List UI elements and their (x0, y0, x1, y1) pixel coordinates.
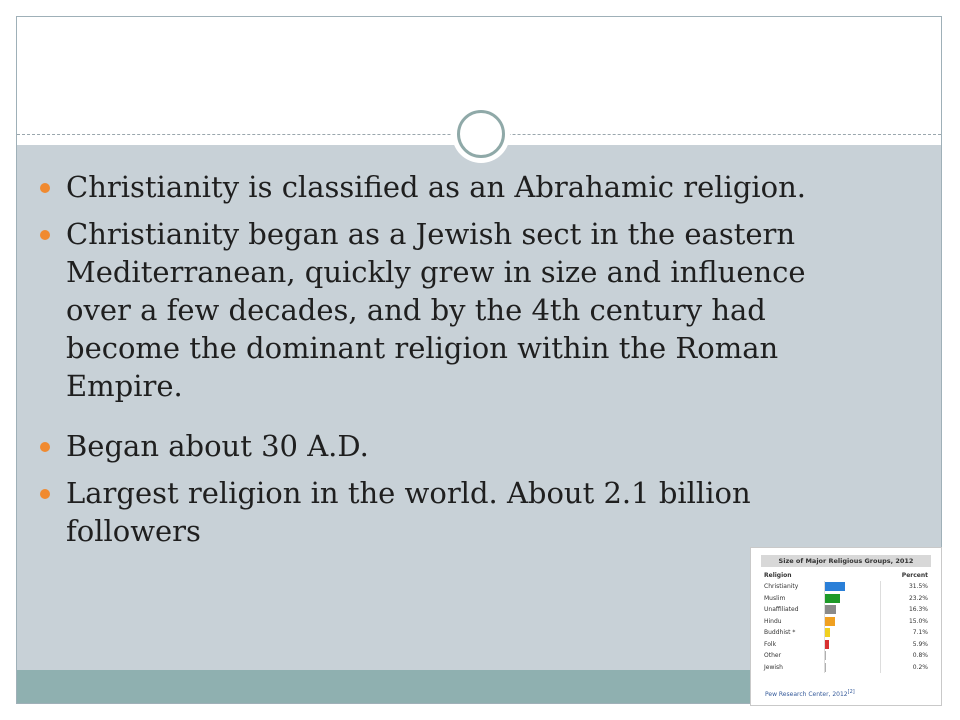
bullet-item (40, 168, 860, 206)
bullet-dot-icon (40, 442, 50, 452)
religion-name: Other (764, 652, 782, 660)
percent-value: 31.5% (881, 581, 931, 593)
percent-bar (825, 605, 835, 614)
bar-cell (825, 650, 881, 662)
percent-bar (825, 582, 845, 591)
source-ref: [2] (847, 689, 855, 695)
percent-value: 15.0% (881, 616, 931, 628)
percent-value: 5.9% (881, 639, 931, 651)
bar-cell (825, 604, 881, 616)
religion-name: Buddhist * (764, 629, 796, 637)
bar-cell (825, 581, 881, 593)
bullet-dot-icon (40, 489, 50, 499)
bullet-text: Christianity began as a Jewish sect in the eastern Mediterranean, quickly grew in size and influence over a few decades, and by the 4th century had become the dominant religion within the Roman Empire. (66, 217, 806, 403)
religion-name: Christianity (764, 583, 799, 591)
religious-groups-table-image (750, 547, 942, 706)
bullet-dot-icon (40, 183, 50, 193)
bar-cell (825, 662, 881, 674)
bullet-list (40, 168, 860, 559)
percent-bar (825, 628, 830, 637)
bullet-text: Largest religion in the world. About 2.1 billion followers (66, 476, 751, 548)
religion-name: Muslim (764, 594, 786, 602)
col-percent: Percent (901, 572, 928, 579)
bullet-text: Christianity is classified as an Abrahamic religion. (66, 170, 807, 204)
table-row (761, 627, 931, 639)
bullet-text: Began about 30 A.D. (66, 429, 369, 463)
inset-table (761, 570, 931, 673)
religion-name: Folk (764, 640, 777, 648)
bar-cell (825, 639, 881, 651)
table-row (761, 581, 931, 593)
bullet-item (40, 427, 860, 465)
percent-value: 7.1% (881, 627, 931, 639)
percent-value: 23.2% (881, 593, 931, 605)
percent-bar (825, 663, 826, 672)
percent-bar (825, 617, 835, 626)
col-bar (825, 570, 881, 581)
percent-bar (825, 594, 840, 603)
table-row (761, 593, 931, 605)
religion-name: Hindu (764, 617, 782, 625)
inset-title: Size of Major Religious Groups, 2012 (761, 555, 931, 567)
religion-name: Unaffiliated (764, 606, 799, 614)
bar-cell (825, 593, 881, 605)
bar-cell (825, 616, 881, 628)
percent-bar (825, 640, 829, 649)
percent-value: 0.8% (881, 650, 931, 662)
col-religion: Religion (764, 572, 792, 579)
bar-cell (825, 627, 881, 639)
bullet-item (40, 474, 860, 550)
inset-source (765, 689, 855, 698)
percent-value: 16.3% (881, 604, 931, 616)
table-row (761, 650, 931, 662)
bullet-item (40, 215, 860, 405)
bullet-dot-icon (40, 230, 50, 240)
table-row (761, 639, 931, 651)
table-row (761, 616, 931, 628)
percent-bar (825, 651, 826, 660)
table-row (761, 662, 931, 674)
percent-value: 0.2% (881, 662, 931, 674)
circle-ring-icon (457, 110, 505, 158)
source-text: Pew Research Center, 2012 (765, 691, 848, 698)
table-row (761, 604, 931, 616)
religion-name: Jewish (764, 663, 783, 671)
